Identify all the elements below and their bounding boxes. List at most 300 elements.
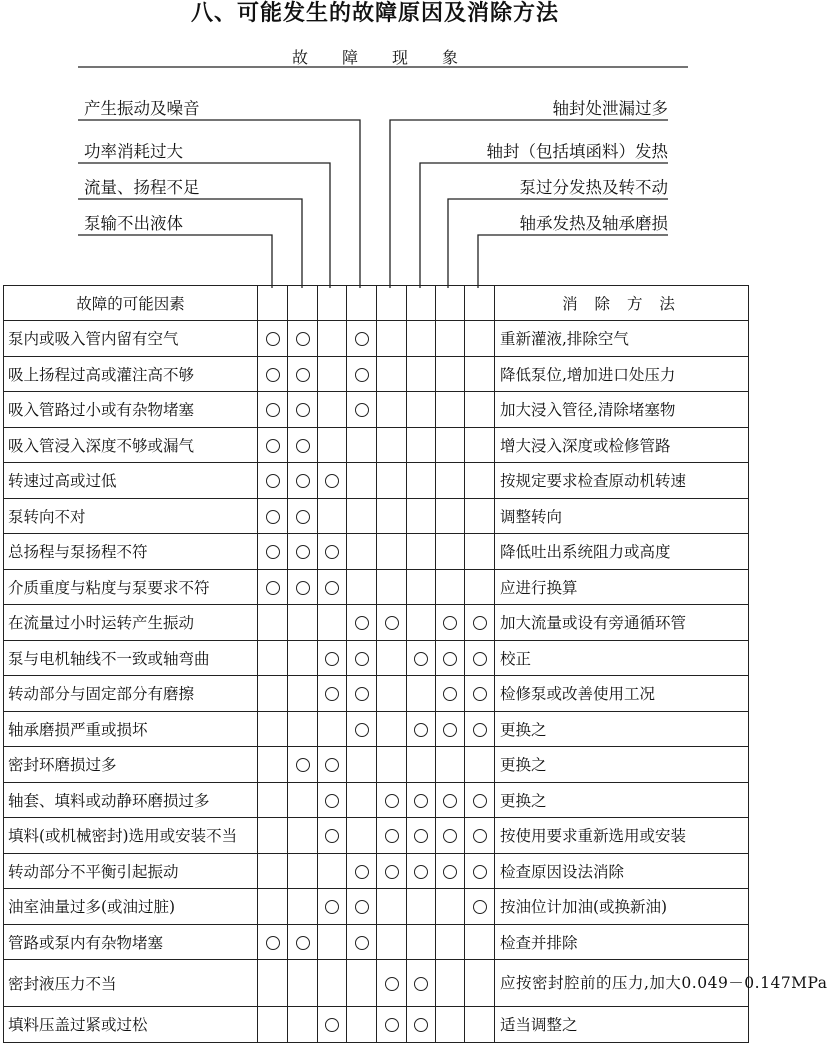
mark-cell [407,605,436,641]
mark-cell [347,534,377,570]
circle-mark-icon [355,936,369,950]
mark-cell [288,321,318,357]
cause-cell: 管路或泵内有杂物堵塞 [4,924,258,960]
circle-mark-icon [355,865,369,879]
remedy-cell: 按油位计加油(或换新油) [495,889,749,925]
remedy-cell: 重新灌液,排除空气 [495,321,749,357]
mark-cell [288,747,318,783]
mark-cell [407,782,436,818]
mark-cell [347,960,377,1007]
circle-mark-icon [325,900,339,914]
mark-cell [436,960,465,1007]
remedy-cell: 降低泵位,增加进口处压力 [495,356,749,392]
mark-cell [407,818,436,854]
circle-mark-icon [443,652,457,666]
mark-cell [407,747,436,783]
mark-cell [347,782,377,818]
remedy-cell: 适当调整之 [495,1007,749,1043]
circle-mark-icon [414,794,428,808]
circle-mark-icon [266,474,280,488]
mark-cell [288,534,318,570]
header-phenomenon-col-4 [347,286,377,321]
cause-cell: 转动部分与固定部分有磨擦 [4,676,258,712]
mark-cell [258,427,288,463]
mark-cell [377,1007,407,1043]
mark-cell [258,356,288,392]
header-phenomenon-col-8 [465,286,495,321]
mark-cell [377,960,407,1007]
mark-cell [258,321,288,357]
cause-cell: 填料(或机械密封)选用或安装不当 [4,818,258,854]
mark-cell [318,321,347,357]
header-remedy: 消 除 方 法 [495,286,749,321]
mark-cell [258,498,288,534]
mark-cell [465,924,495,960]
mark-cell [347,498,377,534]
mark-cell [465,498,495,534]
mark-cell [318,605,347,641]
mark-cell [377,924,407,960]
mark-cell [407,960,436,1007]
mark-cell [288,818,318,854]
phenomena-header: 故障现象 [291,48,492,67]
mark-cell [436,853,465,889]
mark-cell [377,747,407,783]
circle-mark-icon [266,545,280,559]
mark-cell [258,782,288,818]
circle-mark-icon [355,616,369,630]
circle-mark-icon [325,581,339,595]
table-row [4,605,749,641]
circle-mark-icon [414,865,428,879]
cause-cell: 总扬程与泵扬程不符 [4,534,258,570]
mark-cell [436,747,465,783]
mark-cell [407,853,436,889]
mark-cell [407,640,436,676]
mark-cell [288,605,318,641]
header-phenomenon-col-6 [407,286,436,321]
mark-cell [347,711,377,747]
mark-cell [377,427,407,463]
mark-cell [318,853,347,889]
table-row [4,676,749,712]
mark-cell [318,924,347,960]
mark-cell [436,1007,465,1043]
header-phenomenon-col-2 [288,286,318,321]
mark-cell [436,889,465,925]
mark-cell [465,818,495,854]
table-header-row [4,286,749,321]
remedy-cell: 应进行换算 [495,569,749,605]
phenomenon-label-right-3: 泵过分发热及转不动 [519,178,668,197]
circle-mark-icon [414,723,428,737]
mark-cell [436,534,465,570]
cause-cell: 轴套、填料或动静环磨损过多 [4,782,258,818]
mark-cell [436,392,465,428]
phenomenon-label-right-2: 轴封（包括填函料）发热 [486,142,668,161]
remedy-cell: 增大浸入深度或检修管路 [495,427,749,463]
cause-cell: 密封液压力不当 [4,960,258,1007]
mark-cell [347,924,377,960]
mark-cell [347,463,377,499]
cause-cell: 泵转向不对 [4,498,258,534]
mark-cell [465,534,495,570]
circle-mark-icon [355,900,369,914]
mark-cell [258,463,288,499]
circle-mark-icon [296,510,310,524]
remedy-cell: 加大浸入管径,清除堵塞物 [495,392,749,428]
mark-cell [288,392,318,428]
mark-cell [407,534,436,570]
remedy-cell: 更换之 [495,747,749,783]
mark-cell [347,605,377,641]
mark-cell [318,889,347,925]
table-row [4,818,749,854]
mark-cell [436,640,465,676]
circle-mark-icon [325,829,339,843]
table-row [4,924,749,960]
mark-cell [258,924,288,960]
mark-cell [318,569,347,605]
circle-mark-icon [473,687,487,701]
mark-cell [258,640,288,676]
table-row [4,569,749,605]
mark-cell [347,747,377,783]
mark-cell [465,569,495,605]
mark-cell [436,427,465,463]
mark-cell [318,392,347,428]
mark-cell [318,498,347,534]
remedy-cell: 加大流量或设有旁通循环管 [495,605,749,641]
mark-cell [377,356,407,392]
header-phenomenon-col-3 [318,286,347,321]
mark-cell [258,392,288,428]
phenomenon-label-left-2: 功率消耗过大 [84,142,183,161]
table-row [4,534,749,570]
table-row [4,782,749,818]
mark-cell [377,676,407,712]
mark-cell [318,782,347,818]
mark-cell [318,818,347,854]
mark-cell [288,924,318,960]
cause-cell: 吸入管浸入深度不够或漏气 [4,427,258,463]
mark-cell [318,747,347,783]
mark-cell [407,924,436,960]
mark-cell [288,676,318,712]
circle-mark-icon [473,900,487,914]
mark-cell [465,1007,495,1043]
mark-cell [407,427,436,463]
mark-cell [407,711,436,747]
mark-cell [318,640,347,676]
circle-mark-icon [296,474,310,488]
remedy-cell: 更换之 [495,711,749,747]
remedy-cell: 按规定要求检查原动机转速 [495,463,749,499]
remedy-cell: 更换之 [495,782,749,818]
circle-mark-icon [414,652,428,666]
cause-cell: 填料压盖过紧或过松 [4,1007,258,1043]
circle-mark-icon [296,403,310,417]
cause-cell: 泵与电机轴线不一致或轴弯曲 [4,640,258,676]
circle-mark-icon [443,794,457,808]
mark-cell [465,747,495,783]
mark-cell [377,782,407,818]
mark-cell [407,321,436,357]
mark-cell [436,498,465,534]
mark-cell [377,534,407,570]
table-row [4,498,749,534]
header-phenomenon-col-7 [436,286,465,321]
remedy-cell: 校正 [495,640,749,676]
phenomenon-label-left-4: 泵输不出液体 [84,214,183,233]
mark-cell [258,889,288,925]
circle-mark-icon [355,652,369,666]
circle-mark-icon [473,723,487,737]
mark-cell [407,356,436,392]
mark-cell [465,321,495,357]
mark-cell [465,889,495,925]
circle-mark-icon [296,581,310,595]
mark-cell [436,463,465,499]
mark-cell [377,640,407,676]
mark-cell [288,463,318,499]
mark-cell [258,853,288,889]
table-row [4,747,749,783]
mark-cell [465,605,495,641]
circle-mark-icon [355,332,369,346]
cause-cell: 轴承磨损严重或损坏 [4,711,258,747]
phenomenon-label-left-1: 产生振动及噪音 [84,99,200,118]
mark-cell [288,427,318,463]
table-row [4,356,749,392]
circle-mark-icon [325,1018,339,1032]
cause-cell: 转动部分不平衡引起振动 [4,853,258,889]
remedy-cell: 降低吐出系统阻力或高度 [495,534,749,570]
circle-mark-icon [385,616,399,630]
mark-cell [347,853,377,889]
circle-mark-icon [325,758,339,772]
mark-cell [377,605,407,641]
mark-cell [377,569,407,605]
mark-cell [436,782,465,818]
circle-mark-icon [325,474,339,488]
circle-mark-icon [266,439,280,453]
mark-cell [407,498,436,534]
mark-cell [258,747,288,783]
mark-cell [288,356,318,392]
mark-cell [407,569,436,605]
phenomenon-label-right-1: 轴封处泄漏过多 [552,99,668,118]
mark-cell [347,640,377,676]
mark-cell [377,498,407,534]
mark-cell [465,392,495,428]
cause-cell: 泵内或吸入管内留有空气 [4,321,258,357]
phenomenon-label-right-4: 轴承发热及轴承磨损 [519,214,668,233]
circle-mark-icon [355,723,369,737]
mark-cell [288,569,318,605]
circle-mark-icon [473,616,487,630]
remedy-cell: 检查原因设法消除 [495,853,749,889]
mark-cell [436,569,465,605]
mark-cell [258,711,288,747]
mark-cell [258,534,288,570]
circle-mark-icon [266,581,280,595]
circle-mark-icon [325,652,339,666]
mark-cell [347,676,377,712]
circle-mark-icon [296,332,310,346]
mark-cell [288,782,318,818]
mark-cell [318,960,347,1007]
cause-cell: 油室油量过多(或油过脏) [4,889,258,925]
circle-mark-icon [414,977,428,991]
mark-cell [347,1007,377,1043]
table-row [4,711,749,747]
circle-mark-icon [266,403,280,417]
mark-cell [465,960,495,1007]
mark-cell [436,818,465,854]
table-row [4,1007,749,1043]
table-row [4,392,749,428]
mark-cell [377,711,407,747]
circle-mark-icon [325,545,339,559]
mark-cell [465,640,495,676]
circle-mark-icon [385,829,399,843]
mark-cell [318,1007,347,1043]
cause-cell: 转速过高或过低 [4,463,258,499]
mark-cell [377,889,407,925]
fault-table [3,285,828,1043]
mark-cell [258,676,288,712]
circle-mark-icon [473,794,487,808]
mark-cell [347,818,377,854]
mark-cell [347,569,377,605]
mark-cell [347,427,377,463]
mark-cell [347,392,377,428]
mark-cell [258,960,288,1007]
cause-cell: 吸入管路过小或有杂物堵塞 [4,392,258,428]
mark-cell [377,463,407,499]
mark-cell [347,356,377,392]
mark-cell [465,676,495,712]
remedy-cell: 按使用要求重新选用或安装 [495,818,749,854]
circle-mark-icon [414,1018,428,1032]
circle-mark-icon [296,368,310,382]
mark-cell [436,676,465,712]
remedy-cell: 应按密封腔前的压力,加大0.049－0.147MPa [495,960,749,1007]
remedy-cell: 检修泵或改善使用工况 [495,676,749,712]
circle-mark-icon [473,652,487,666]
mark-cell [436,356,465,392]
mark-cell [465,463,495,499]
mark-cell [436,924,465,960]
mark-cell [258,818,288,854]
circle-mark-icon [414,829,428,843]
mark-cell [407,463,436,499]
circle-mark-icon [266,936,280,950]
circle-mark-icon [355,368,369,382]
table-row [4,640,749,676]
cause-cell: 介质重度与粘度与泵要求不符 [4,569,258,605]
mark-cell [318,534,347,570]
circle-mark-icon [443,687,457,701]
mark-cell [288,498,318,534]
mark-cell [436,711,465,747]
phenomenon-label-left-3: 流量、扬程不足 [84,178,200,197]
circle-mark-icon [443,616,457,630]
mark-cell [288,640,318,676]
mark-cell [465,782,495,818]
mark-cell [288,711,318,747]
circle-mark-icon [473,829,487,843]
circle-mark-icon [296,758,310,772]
mark-cell [407,392,436,428]
cause-cell: 在流量过小时运转产生振动 [4,605,258,641]
mark-cell [288,960,318,1007]
cause-cell: 吸上扬程过高或灌注高不够 [4,356,258,392]
header-cause: 故障的可能因素 [4,286,258,321]
mark-cell [318,427,347,463]
circle-mark-icon [325,687,339,701]
mark-cell [465,711,495,747]
circle-mark-icon [443,723,457,737]
circle-mark-icon [296,936,310,950]
mark-cell [407,676,436,712]
cause-cell: 密封环磨损过多 [4,747,258,783]
mark-cell [347,321,377,357]
table-row [4,321,749,357]
mark-cell [318,463,347,499]
mark-cell [377,321,407,357]
circle-mark-icon [266,332,280,346]
mark-cell [465,853,495,889]
circle-mark-icon [443,865,457,879]
circle-mark-icon [355,687,369,701]
mark-cell [258,1007,288,1043]
page-title: 八、可能发生的故障原因及消除方法 [190,1,559,26]
mark-cell [407,1007,436,1043]
mark-cell [465,427,495,463]
mark-cell [288,889,318,925]
circle-mark-icon [385,794,399,808]
mark-cell [258,605,288,641]
header-phenomenon-col-1 [258,286,288,321]
mark-cell [436,321,465,357]
circle-mark-icon [385,865,399,879]
circle-mark-icon [355,403,369,417]
remedy-cell: 调整转向 [495,498,749,534]
circle-mark-icon [296,439,310,453]
mark-cell [347,889,377,925]
mark-cell [377,392,407,428]
mark-cell [258,569,288,605]
circle-mark-icon [296,545,310,559]
table-row [4,960,749,1007]
circle-mark-icon [385,977,399,991]
table-row [4,427,749,463]
table-row [4,463,749,499]
mark-cell [407,889,436,925]
circle-mark-icon [443,829,457,843]
mark-cell [318,356,347,392]
circle-mark-icon [385,1018,399,1032]
remedy-cell: 检查并排除 [495,924,749,960]
mark-cell [436,605,465,641]
circle-mark-icon [266,368,280,382]
mark-cell [377,818,407,854]
mark-cell [318,711,347,747]
mark-cell [288,1007,318,1043]
mark-cell [318,676,347,712]
